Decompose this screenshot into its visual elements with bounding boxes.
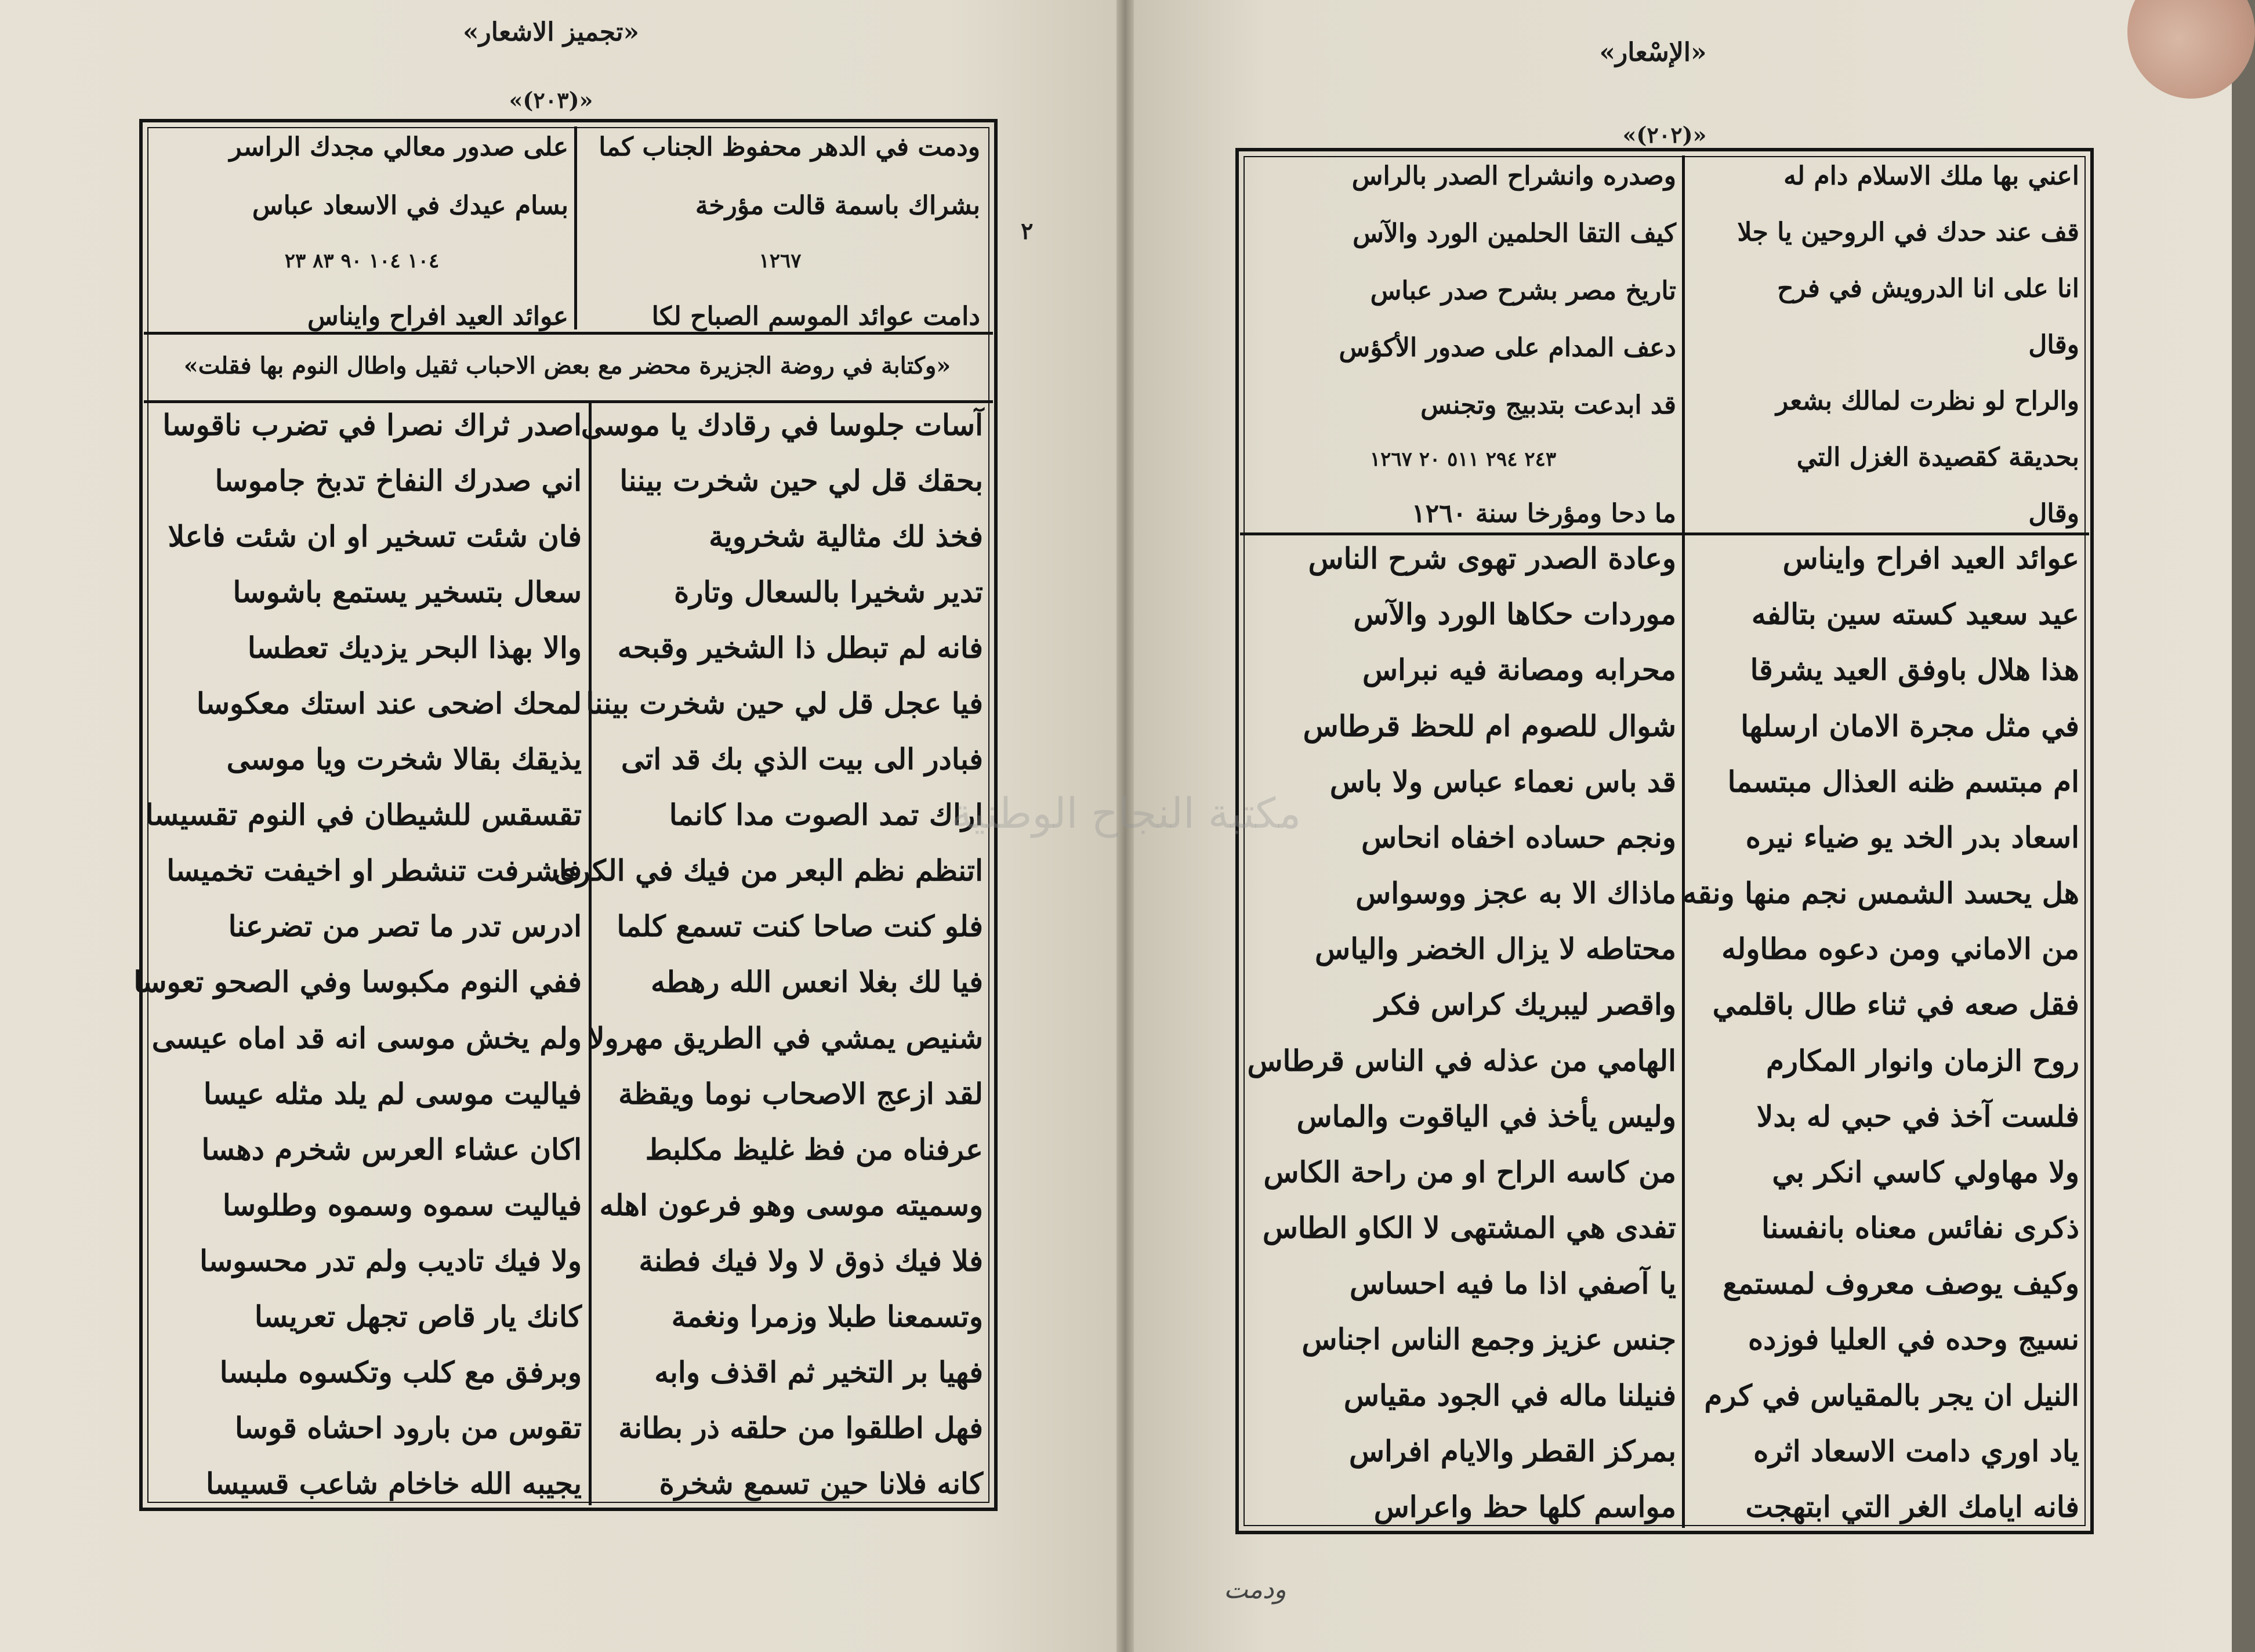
left-main-left-line: لمحك اضحى عند استك معكوسا bbox=[196, 686, 582, 721]
left-main-left-line: اني صدرك النفاخ تدبخ جاموسا bbox=[215, 463, 582, 498]
left-main-left-line: فان شئت تسخير او ان شئت فاعلا bbox=[168, 519, 582, 554]
left-main-right-line: فخذ لك مثالية شخروية bbox=[709, 519, 983, 554]
right-main-left-line: يا آصفي اذا ما فيه احساس bbox=[1349, 1266, 1676, 1301]
left-main-right-line: فهيا بر التخير ثم اقذف وابه bbox=[654, 1354, 983, 1389]
left-top-divider bbox=[574, 126, 577, 329]
right-main-left-line: الهامي من عذله في الناس قرطاس bbox=[1247, 1043, 1676, 1078]
left-main-left-line: يذيقك بقالا شخرت ويا موسى bbox=[226, 742, 582, 777]
left-main-left-line: وبرفق مع كلب وتكسوه ملبسا bbox=[219, 1354, 582, 1389]
right-main-right-column bbox=[1682, 541, 2079, 1524]
right-top-left-line: قد ابدعت بتدبيج وتجنس bbox=[1420, 390, 1676, 421]
right-main-right-line: عيد سعيد كسته سين بتالفه bbox=[1751, 597, 2079, 632]
right-main-left-line: ماذاك الا به عجز ووسواس bbox=[1355, 876, 1676, 911]
left-main-left-line: اصدر ثراك نصرا في تضرب ناقوسا bbox=[162, 408, 582, 442]
right-main-divider bbox=[1682, 535, 1685, 1528]
right-main-right-line: نسيج وحده في العليا فوزده bbox=[1748, 1322, 2079, 1357]
left-top-rule bbox=[144, 332, 993, 335]
right-main-right-line: عوائد العيد افراح وايناس bbox=[1782, 541, 2079, 575]
left-main-left-line: ادرس تدر ما تصر من تضرعنا bbox=[228, 909, 582, 944]
right-main-left-line: ونجم حساده اخفاه انحاس bbox=[1361, 820, 1676, 854]
right-main-right-line: هل يحسد الشمس نجم منها ونقه bbox=[1682, 876, 2079, 911]
left-main-right-line: وسميته موسى وهو فرعون اهله bbox=[599, 1187, 983, 1222]
right-main-left-line: واقصر ليبريك كراس فكر bbox=[1375, 987, 1676, 1022]
right-top-left-line: ما دحا ومؤرخا سنة ١٢٦٠ bbox=[1411, 498, 1676, 528]
left-main-right-line: فانه لم تبطل ذا الشخير وقبحه bbox=[617, 631, 983, 665]
right-main-right-line: ذكرى نفائس معناه بانفسنا bbox=[1761, 1211, 2079, 1245]
right-top-rule bbox=[1240, 532, 2089, 535]
right-main-right-line: ياد اوري دامت الاسعاد اثره bbox=[1753, 1433, 2079, 1468]
left-main-left-line: فياليت موسى لم يلد مثله عيسا bbox=[203, 1076, 582, 1111]
right-top-right-column bbox=[1691, 162, 2079, 528]
left-main-left-line: ولا فيك تاديب ولم تدر محسوسا bbox=[200, 1243, 582, 1278]
left-main-right-line: بحقك قل لي حين شخرت بيننا bbox=[619, 463, 983, 498]
left-main-left-line: يجيبه الله خاخام شاعب قسيسا bbox=[205, 1466, 582, 1501]
right-main-right-line: هذا هلال باوفق العيد يشرقا bbox=[1750, 653, 2079, 687]
left-main-right-line: تدير شخيرا بالسعال وتارة bbox=[674, 575, 983, 610]
left-main-right-line: فبادر الى بيت الذي بك قد اتى bbox=[621, 742, 983, 777]
left-running-head: «تجميز الاشعار» bbox=[462, 17, 640, 47]
right-main-right-line: فلست آخذ في حبي له بدلا bbox=[1756, 1099, 2079, 1133]
left-main-left-line: ولم يخش موسى انه قد اماه عيسى bbox=[151, 1020, 582, 1055]
left-top-right-line: بشراك باسمة قالت مؤرخة bbox=[695, 190, 980, 220]
left-section-banner: «وكتابة في روضة الجزيرة محضر مع بعض الاحباب ثقيل واطال النوم بها فقلت» bbox=[183, 352, 951, 379]
left-main-right-line: فلو كنت صاحا كنت تسمع كلما bbox=[617, 909, 983, 944]
right-top-right-line: بحديقة كقصيدة الغزل التي bbox=[1796, 442, 2079, 472]
right-main-left-line: مواسم كلها حظ واعراس bbox=[1373, 1489, 1676, 1524]
right-main-left-line: فنيلنا ماله في الجود مقياس bbox=[1343, 1378, 1676, 1412]
right-top-divider bbox=[1682, 155, 1685, 532]
left-main-right-line: آسات جلوسا في رقادك يا موسى bbox=[581, 408, 983, 442]
left-main-left-line: اكان عشاء العرس شخرم دهسا bbox=[201, 1132, 582, 1166]
right-main-right-line: النيل ان يجر بالمقياس في كرم bbox=[1704, 1378, 2079, 1412]
right-main-right-line: وكيف يوصف معروف لمستمع bbox=[1723, 1266, 2079, 1301]
left-top-left-line: على صدور معالي مجدك الراسر bbox=[229, 132, 568, 162]
right-top-left-line: دعف المدام على صدور الأكؤس bbox=[1339, 333, 1676, 363]
right-main-left-line: من كاسه الراح او من راحة الكاس bbox=[1263, 1154, 1676, 1189]
left-top-right-line: ودمت في الدهر محفوظ الجناب كما bbox=[599, 132, 980, 162]
right-main-right-line: روح الزمان وانوار المكارم bbox=[1765, 1043, 2079, 1078]
right-main-left-line: وعادة الصدر تهوى شرح الناس bbox=[1308, 541, 1676, 575]
left-main-left-line: تقوس من بارود احشاه قوسا bbox=[235, 1410, 582, 1445]
left-main-right-column bbox=[553, 408, 983, 1501]
right-main-left-line: موردات حكاها الورد والآس bbox=[1353, 597, 1676, 632]
right-main-right-line: من الاماني ومن دعوه مطاوله bbox=[1721, 932, 2079, 966]
left-main-left-line: سعال بتسخير يستمع باشوسا bbox=[233, 575, 582, 610]
right-main-right-line: اسعاد بدر الخد يو ضياء نيره bbox=[1745, 820, 2079, 854]
right-main-left-line: محتاطه لا يزال الخضر والياس bbox=[1315, 932, 1676, 966]
thumb-shape bbox=[2127, 0, 2255, 99]
left-main-left-line: كانك يار قاص تجهل تعريسا bbox=[254, 1299, 582, 1334]
right-top-right-line: اعني بها ملك الاسلام دام له bbox=[1783, 161, 2079, 191]
right-main-right-line: ام مبتسم ظنه العذال مبتسما bbox=[1727, 764, 2079, 799]
right-catchword: ودمت bbox=[1224, 1575, 1286, 1604]
library-watermark: مكتبة النجاح الوطنية bbox=[951, 789, 1301, 838]
right-main-right-line: فانه ايامك الغر التي ابتهجت bbox=[1745, 1489, 2079, 1524]
right-top-left-numerals: ٢٤٣ ٢٩٤ ٥١١ ٢٠ ١٢٦٧ bbox=[1369, 447, 1557, 471]
left-top-left-numerals: ١٠٤ ١٠٤ ٩٠ ٨٣ ٢٣ bbox=[284, 249, 440, 273]
right-main-left-line: قد باس نعماء عباس ولا باس bbox=[1329, 764, 1676, 799]
right-top-left-line: كيف التقا الحلمين الورد والآس bbox=[1353, 218, 1676, 248]
right-top-left-line: تاريخ مصر بشرح صدر عباس bbox=[1370, 276, 1676, 306]
right-main-left-line: محرابه ومصانة فيه نبراس bbox=[1362, 653, 1676, 687]
left-main-left-line: ففي النوم مكبوسا وفي الصحو تعوسا bbox=[133, 965, 582, 999]
right-top-right-line: وقال bbox=[2028, 498, 2079, 528]
left-main-left-line: فاشرفت تنشطر او اخيفت تخميسا bbox=[166, 853, 582, 888]
right-main-right-line: في مثل مجرة الامان ارسلها bbox=[1741, 708, 2079, 743]
right-top-left-line: وصدره وانشراح الصدر بالراس bbox=[1351, 161, 1676, 191]
left-page-number: «(٢٠٣)» bbox=[509, 87, 593, 113]
left-main-right-line: فيا لك بغلا انعس الله رهطه bbox=[651, 965, 983, 999]
left-top-left-line: عوائد العيد افراح وايناس bbox=[307, 301, 568, 331]
right-top-left-column bbox=[1250, 162, 1676, 528]
left-main-right-line: وتسمعنا طبلا وزمرا ونغمة bbox=[671, 1299, 983, 1334]
right-main-left-line: وليس يأخذ في الياقوت والماس bbox=[1296, 1099, 1676, 1133]
right-main-left-line: تفدى هي المشتهى لا الكاو الطاس bbox=[1262, 1211, 1676, 1245]
left-main-right-line: اراك تمد الصوت مدا كانما bbox=[669, 798, 983, 832]
left-main-right-line: لقد ازعج الاصحاب نوما ويقظة bbox=[618, 1076, 983, 1111]
left-top-left-line: بسام عيدك في الاسعاد عباس bbox=[252, 190, 568, 220]
left-main-right-line: كانه فلانا حين تسمع شخرة bbox=[659, 1466, 983, 1501]
right-main-left-line: شوال للصوم ام للحظ قرطاس bbox=[1303, 708, 1676, 743]
right-top-right-line: وقال bbox=[2028, 329, 2079, 360]
right-page-number: «(٢٠٢)» bbox=[1622, 122, 1707, 148]
right-running-head: «الإسْعار» bbox=[1599, 38, 1707, 67]
left-main-right-line: عرفناه من فظ غليظ مكلبط bbox=[645, 1132, 983, 1166]
left-main-left-line: والا بهذا البحر يزديك تعطسا bbox=[247, 631, 582, 665]
right-main-left-column bbox=[1247, 541, 1676, 1524]
right-main-right-line: ولا مهاولي كاسي انكر بي bbox=[1772, 1154, 2079, 1189]
right-main-left-line: جنس عزيز وجمع الناس اجناس bbox=[1301, 1322, 1676, 1357]
left-top-right-line: دامت عوائد الموسم الصباح لكا bbox=[651, 301, 980, 331]
right-main-left-line: بمركز القطر والايام افراس bbox=[1348, 1433, 1676, 1468]
left-page bbox=[0, 0, 1116, 1652]
left-top-right-column bbox=[580, 133, 980, 331]
right-main-right-line: فقل صعه في ثناء طال باقلمي bbox=[1712, 987, 2079, 1022]
left-main-right-line: فيا عجل قل لي حين شخرت بيننا bbox=[586, 686, 983, 721]
right-top-right-line: قف عند حدك في الروحين يا جلا bbox=[1737, 217, 2079, 247]
left-main-right-line: فلا فيك ذوق لا ولا فيك فطنة bbox=[639, 1243, 983, 1278]
left-top-left-column bbox=[155, 133, 568, 331]
left-top-right-numerals: ١٢٦٧ bbox=[759, 249, 802, 273]
left-main-right-line: شنيص يمشي في الطريق مهرولا bbox=[588, 1020, 983, 1055]
right-top-right-line: انا على انا الدرويش في فرح bbox=[1777, 273, 2079, 303]
left-main-left-column bbox=[133, 408, 582, 1501]
left-banner-rule bbox=[144, 400, 993, 403]
left-main-divider bbox=[589, 403, 592, 1505]
left-main-right-line: فهل اطلقوا من حلقه ذر بطانة bbox=[618, 1410, 983, 1445]
right-top-right-line: والراح لو نظرت لمالك بشعر bbox=[1776, 386, 2079, 416]
left-main-left-line: فياليت سموه وسموه وطلوسا bbox=[222, 1187, 582, 1222]
left-main-right-line: اتنظم نظم البعر من فيك في الكرى bbox=[553, 853, 983, 888]
left-margin-mark: ٢ bbox=[1021, 218, 1034, 245]
left-main-left-line: تقسقس للشيطان في النوم تقسيسا bbox=[145, 798, 582, 832]
